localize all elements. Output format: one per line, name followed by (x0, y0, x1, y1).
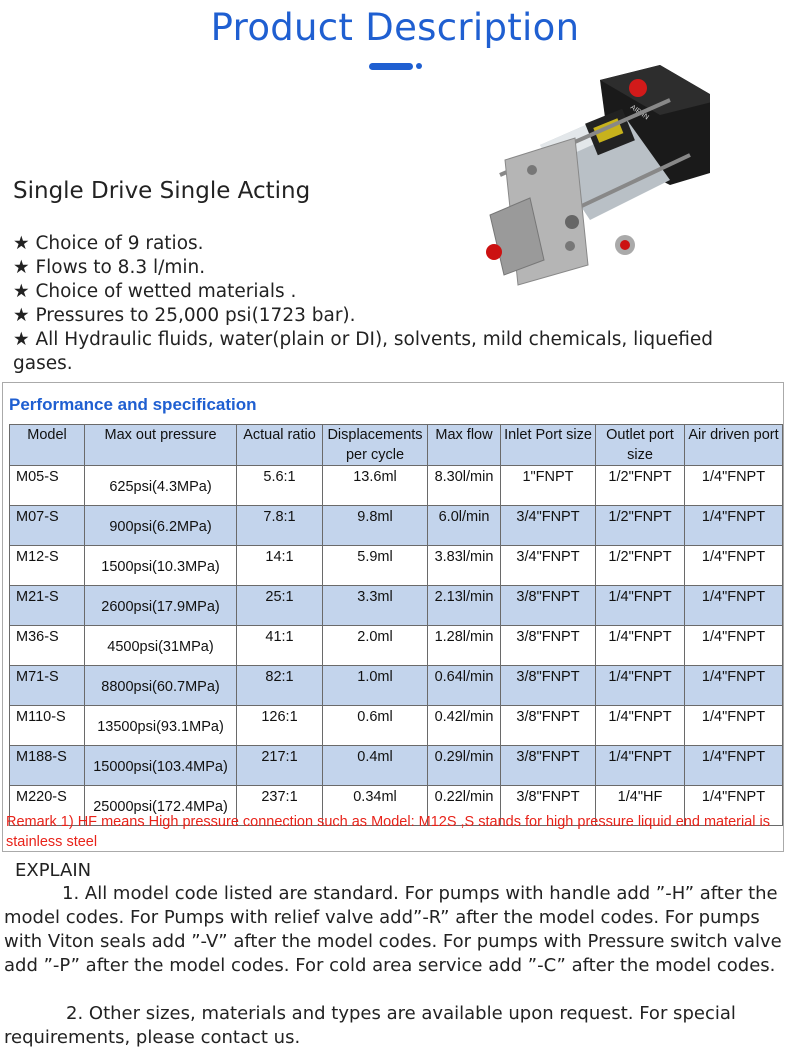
table-row (10, 546, 783, 586)
table-row (10, 466, 783, 506)
table-cell: 0.42l/min (428, 706, 501, 746)
feature-item: ★ Pressures to 25,000 psi(1723 bar). (13, 305, 356, 326)
table-cell: 1/4"FNPT (685, 786, 783, 826)
table-cell: M07-S (10, 506, 85, 546)
table-cell: 8.30l/min (428, 466, 501, 506)
table-cell: 3/8"FNPT (501, 746, 596, 786)
table-row (10, 506, 783, 546)
table-cell: 1/2"FNPT (596, 506, 685, 546)
table-cell: 4500psi(31MPa) (85, 626, 237, 666)
table-cell: M36-S (10, 626, 85, 666)
table-cell: 1/4"FNPT (685, 626, 783, 666)
feature-item: ★ Flows to 8.3 l/min. (13, 257, 206, 278)
column-header: Air driven port (685, 425, 783, 466)
title-underline-dot (416, 63, 422, 69)
table-cell: 1/4"FNPT (596, 586, 685, 626)
table-cell: 3/8"FNPT (501, 786, 596, 826)
table-cell: 3/8"FNPT (501, 706, 596, 746)
table-cell: 5.9ml (323, 546, 428, 586)
page-title: Product Description (210, 6, 580, 49)
table-cell: 1/4"FNPT (596, 626, 685, 666)
table-cell: 82:1 (237, 666, 323, 706)
table-cell: 25:1 (237, 586, 323, 626)
explain-paragraph: 2. Other sizes, materials and types are available upon request. For special requirements, please contact us. (4, 1003, 736, 1048)
table-cell: 2600psi(17.9MPa) (85, 586, 237, 626)
table-cell: 7.8:1 (237, 506, 323, 546)
table-cell: 900psi(6.2MPa) (85, 506, 237, 546)
table-cell: 237:1 (237, 786, 323, 826)
feature-list (13, 232, 773, 376)
table-cell: 1"FNPT (501, 466, 596, 506)
table-cell: 14:1 (237, 546, 323, 586)
table-cell: 5.6:1 (237, 466, 323, 506)
table-cell: 3/8"FNPT (501, 626, 596, 666)
table-cell: 13.6ml (323, 466, 428, 506)
table-cell: 1/4"FNPT (685, 746, 783, 786)
table-cell: 126:1 (237, 706, 323, 746)
title-underline (369, 63, 413, 70)
table-cell: 1.28l/min (428, 626, 501, 666)
column-header: Max flow (428, 425, 501, 466)
table-cell: M71-S (10, 666, 85, 706)
table-cell: 6.0l/min (428, 506, 501, 546)
explain-heading: EXPLAIN (15, 860, 92, 881)
column-header: Outlet port size (596, 425, 685, 466)
performance-heading: Performance and specification (9, 395, 257, 414)
table-cell: 1/4"FNPT (596, 666, 685, 706)
table-cell: M05-S (10, 466, 85, 506)
performance-section (2, 382, 784, 852)
table-cell: M110-S (10, 706, 85, 746)
table-cell: M21-S (10, 586, 85, 626)
table-cell: 2.13l/min (428, 586, 501, 626)
table-cell: 1/4"FNPT (685, 546, 783, 586)
table-cell: 0.4ml (323, 746, 428, 786)
table-row (10, 746, 783, 786)
table-cell: 8800psi(60.7MPa) (85, 666, 237, 706)
column-header: Model (10, 425, 85, 466)
table-cell: 0.29l/min (428, 746, 501, 786)
table-cell: 1/4"HF (596, 786, 685, 826)
table-cell: 3.83l/min (428, 546, 501, 586)
table-cell: M12-S (10, 546, 85, 586)
table-cell: 0.34ml (323, 786, 428, 826)
table-cell: 1/2"FNPT (596, 466, 685, 506)
product-subtitle: Single Drive Single Acting (13, 178, 311, 204)
explain-paragraph: 1. All model code listed are standard. For pumps with handle add ”-H” after the model codes. For Pumps with relief valve add”-R” after the model codes. For pumps with Viton seals add ”-V” after the model codes. For pumps with Pressure switch valve add ”-P” after the model codes. For cold area service add ”-C” after the model codes. (4, 883, 782, 976)
table-cell: 1/4"FNPT (596, 706, 685, 746)
feature-item: ★ All Hydraulic fluids, water(plain or DI), solvents, mild chemicals, liquefied gases. (13, 329, 714, 374)
table-cell: 25000psi(172.4MPa) (85, 786, 237, 826)
table-cell: M188-S (10, 746, 85, 786)
feature-item: ★ Choice of wetted materials . (13, 281, 297, 302)
table-cell: 217:1 (237, 746, 323, 786)
table-row (10, 706, 783, 746)
table-cell: 15000psi(103.4MPa) (85, 746, 237, 786)
spec-table (9, 424, 783, 826)
column-header: Max out pressure (85, 425, 237, 466)
table-cell: 3.3ml (323, 586, 428, 626)
table-cell: 0.64l/min (428, 666, 501, 706)
table-cell: 1/4"FNPT (685, 586, 783, 626)
remark-note: Remark 1) HF means High pressure connection such as Model: M12S ,S stands for high pressure liquid end material is stainless steel (6, 814, 771, 850)
table-cell: 1/4"FNPT (685, 706, 783, 746)
table-cell: 1/4"FNPT (596, 746, 685, 786)
table-cell: 2.0ml (323, 626, 428, 666)
table-row (10, 666, 783, 706)
table-cell: 3/4"FNPT (501, 506, 596, 546)
table-cell: 1/4"FNPT (685, 506, 783, 546)
table-row (10, 626, 783, 666)
column-header: Displacements per cycle (323, 425, 428, 466)
table-cell: 0.22l/min (428, 786, 501, 826)
column-header: Inlet Port size (501, 425, 596, 466)
table-cell: 1/4"FNPT (685, 466, 783, 506)
table-cell: M220-S (10, 786, 85, 826)
table-row (10, 586, 783, 626)
table-cell: 3/8"FNPT (501, 666, 596, 706)
table-cell: 13500psi(93.1MPa) (85, 706, 237, 746)
table-cell: 9.8ml (323, 506, 428, 546)
table-cell: 1/2"FNPT (596, 546, 685, 586)
table-cell: 0.6ml (323, 706, 428, 746)
column-header: Actual ratio (237, 425, 323, 466)
table-cell: 1.0ml (323, 666, 428, 706)
table-cell: 625psi(4.3MPa) (85, 466, 237, 506)
table-cell: 3/8"FNPT (501, 586, 596, 626)
table-cell: 1/4"FNPT (685, 666, 783, 706)
table-header-row (10, 425, 783, 466)
table-cell: 41:1 (237, 626, 323, 666)
table-cell: 1500psi(10.3MPa) (85, 546, 237, 586)
feature-item: ★ Choice of 9 ratios. (13, 233, 204, 254)
table-cell: 3/4"FNPT (501, 546, 596, 586)
